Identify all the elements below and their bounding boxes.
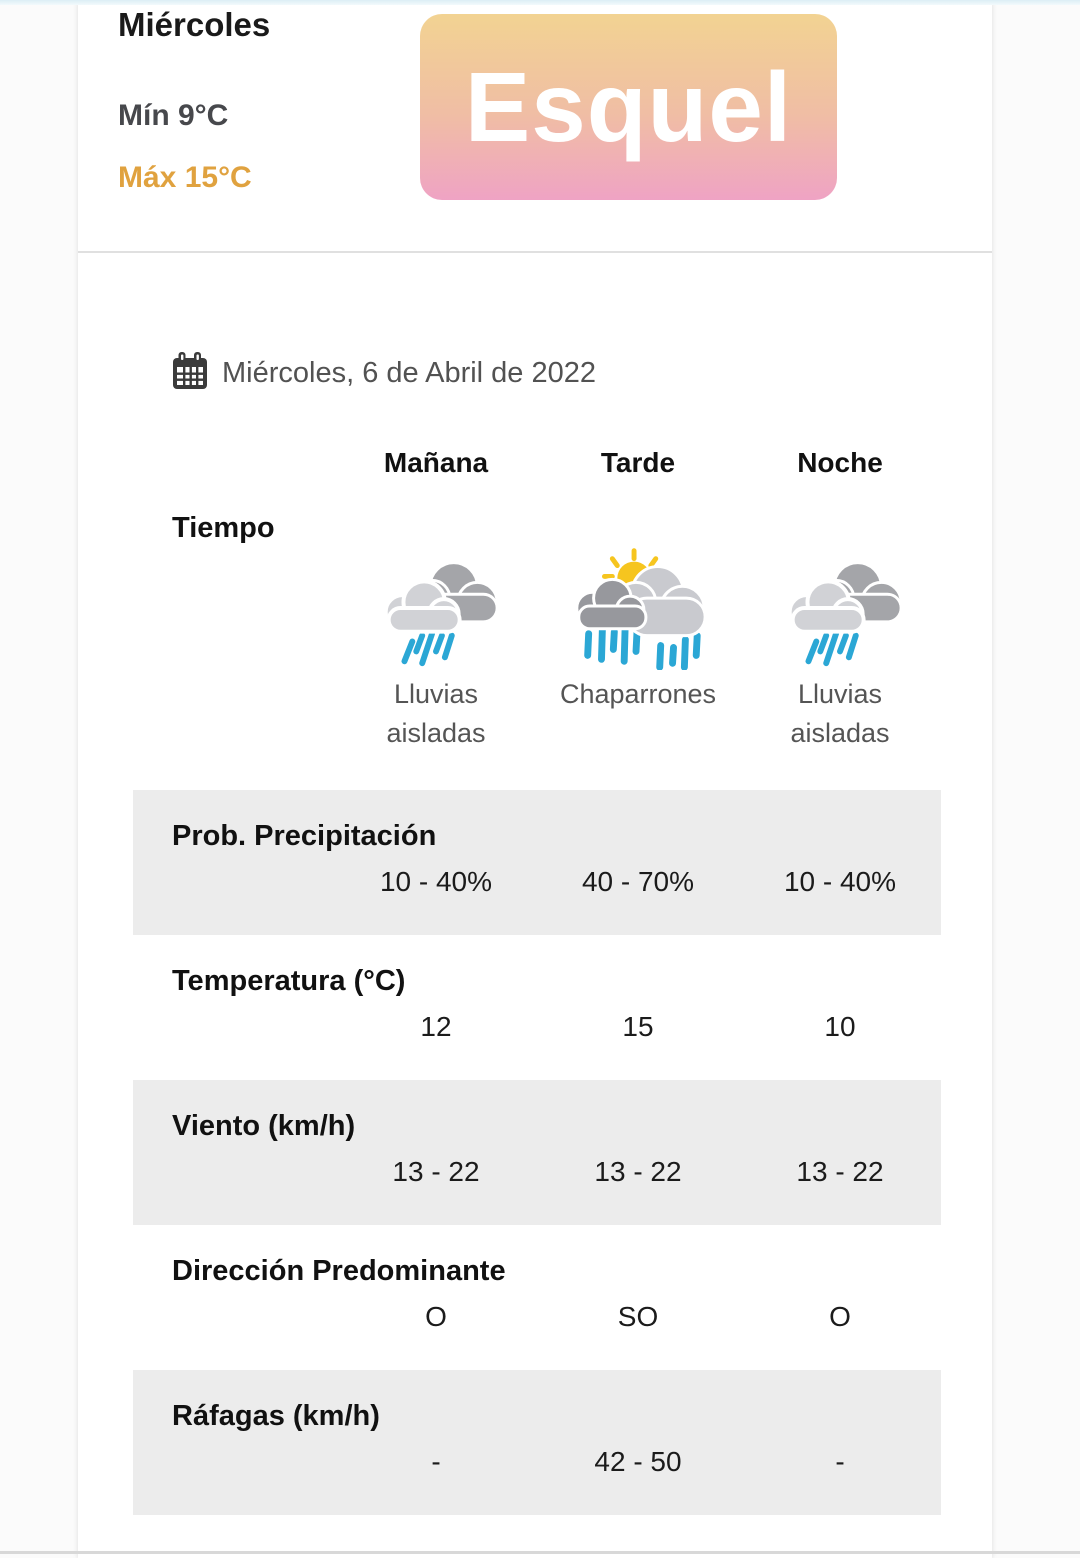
weather-caption: Chaparrones xyxy=(559,679,717,709)
table-row-gusts xyxy=(133,1370,941,1515)
row-label: Dirección Predominante xyxy=(172,1255,506,1287)
forecast-card xyxy=(78,0,992,1558)
value-cell: - xyxy=(835,1446,845,1477)
day-title: Miércoles xyxy=(118,6,271,43)
row-label: Prob. Precipitación xyxy=(172,820,437,852)
value-cell: 10 xyxy=(824,1011,856,1042)
value-cell: 12 xyxy=(420,1011,452,1042)
bottom-section-divider xyxy=(0,1551,1080,1554)
date-row xyxy=(172,352,596,395)
row-label: Temperatura (°C) xyxy=(172,965,406,997)
rain-clouds-icon xyxy=(367,548,505,675)
page-top-strip xyxy=(0,0,1080,5)
weather-cell-noche xyxy=(739,548,941,753)
min-temperature: Mín 9°C xyxy=(118,99,229,132)
date-text: Miércoles, 6 de Abril de 2022 xyxy=(222,357,596,389)
rain-clouds-icon xyxy=(771,548,909,675)
tiempo-row-label: Tiempo xyxy=(172,512,275,544)
weather-cell-manana xyxy=(335,548,537,753)
table-row-wind xyxy=(133,1080,941,1225)
sun-showers-icon xyxy=(563,548,713,675)
value-cell: 10 - 40% xyxy=(379,866,493,897)
value-cell: 10 - 40% xyxy=(783,866,897,897)
weather-caption: Lluvias aisladas xyxy=(790,679,890,748)
table-row-temperature xyxy=(133,935,941,1080)
period-header-row xyxy=(133,447,941,479)
column-header-noche: Noche xyxy=(797,447,883,478)
value-cell: O xyxy=(829,1301,851,1332)
value-cell: 40 - 70% xyxy=(581,866,695,897)
row-label: Ráfagas (km/h) xyxy=(172,1400,380,1432)
column-header-manana: Mañana xyxy=(383,447,489,478)
value-cell: SO xyxy=(617,1301,659,1332)
weather-caption: Lluvias aisladas xyxy=(386,679,486,748)
value-cell: 42 - 50 xyxy=(594,1446,682,1477)
value-cell: 15 xyxy=(622,1011,654,1042)
table-row-wind-direction xyxy=(133,1225,941,1370)
value-cell: - xyxy=(431,1446,441,1477)
max-temperature: Máx 15°C xyxy=(118,161,252,194)
column-header-tarde: Tarde xyxy=(600,447,676,478)
weather-cell-tarde xyxy=(537,548,739,753)
value-cell: O xyxy=(425,1301,447,1332)
value-cell: 13 - 22 xyxy=(594,1156,682,1187)
row-label: Viento (km/h) xyxy=(172,1110,356,1142)
city-badge[interactable] xyxy=(420,14,837,200)
table-row-precipitation xyxy=(133,790,941,935)
city-name: Esquel xyxy=(464,52,793,162)
header-divider xyxy=(78,251,992,253)
weather-icons-row xyxy=(133,548,941,753)
value-cell: 13 - 22 xyxy=(392,1156,480,1187)
calendar-icon xyxy=(172,352,208,395)
value-cell: 13 - 22 xyxy=(796,1156,884,1187)
